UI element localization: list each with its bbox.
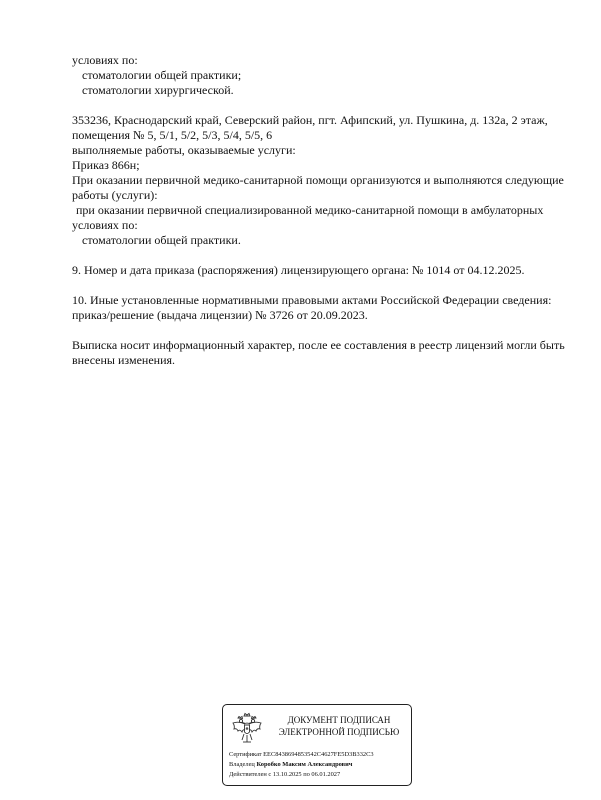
stamp-title: ЭЛЕКТРОННОЙ ПОДПИСЬЮ	[278, 727, 400, 737]
text-line: стоматологии общей практики.	[82, 233, 241, 247]
owner-row	[229, 761, 352, 769]
text-line: условиях по:	[72, 218, 138, 232]
address-line: помещения № 5, 5/1, 5/2, 5/3, 5/4, 5/5, 6	[72, 128, 273, 142]
text-line: выполняемые работы, оказываемые услуги:	[72, 143, 296, 157]
text-line: стоматологии общей практики;	[82, 68, 242, 82]
russian-coat-of-arms-icon	[229, 711, 265, 747]
address-line: 353236, Краснодарский край, Северский район, пгт. Афипский, ул. Пушкина, д. 132а, 2 этаж,	[72, 113, 548, 127]
disclaimer-line: Выписка носит информационный характер, после ее составления в реестр лицензий могли быть	[72, 338, 565, 352]
text-line: При оказании первичной медико-санитарной помощи организуются и выполняются следующие	[72, 173, 564, 187]
text-line: Приказ 866н;	[72, 158, 140, 172]
text-line: стоматологии хирургической.	[82, 83, 234, 97]
text-line: работы (услуги):	[72, 188, 158, 202]
owner-value: Коробко Максим Александрович	[256, 761, 353, 768]
text-line: условиях по:	[72, 53, 138, 67]
validity-row: Действителен с 13.10.2025 по 06.01.2027	[229, 771, 341, 778]
owner-label: Владелец	[229, 761, 255, 768]
text-line: 10. Иные установленные нормативными правовыми актами Российской Федерации сведения:	[72, 293, 552, 307]
text-line: приказ/решение (выдача лицензии) № 3726 от 20.09.2023.	[72, 308, 368, 322]
certificate-label: Сертификат	[229, 751, 262, 758]
order-number-line: 9. Номер и дата приказа (распоряжения) лицензирующего органа: № 1014 от 04.12.2025.	[72, 263, 525, 277]
text-line: при оказании первичной специализированной медико-санитарной помощи в амбулаторных	[76, 203, 544, 217]
electronic-signature-stamp	[222, 704, 412, 786]
disclaimer-line: внесены изменения.	[72, 353, 176, 367]
stamp-title: ДОКУМЕНТ ПОДПИСАН	[287, 715, 391, 725]
certificate-value: EEC8438694853542C4627FE5D3B332C3	[263, 751, 374, 758]
certificate-row	[229, 751, 374, 759]
